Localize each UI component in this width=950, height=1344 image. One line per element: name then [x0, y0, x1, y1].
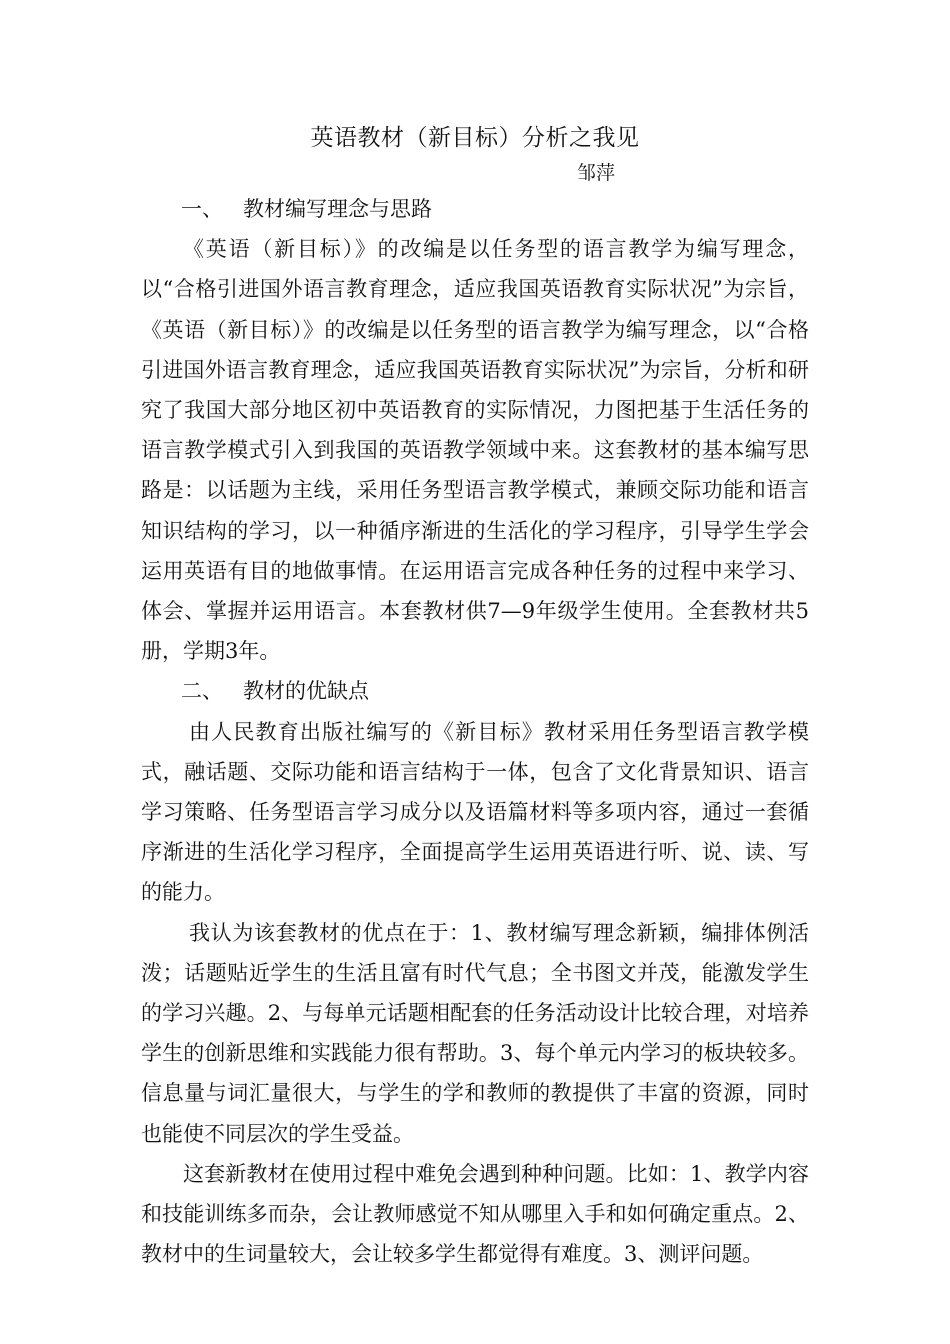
document-title: 英语教材（新目标）分析之我见 — [310, 125, 640, 151]
section-2-paragraph-1: 由人民教育出版社编写的《新目标》教材采用任务型语言教学模式，融话题、交际功能和语言结构于一体，包含了文化背景知识、语言学习策略、任务型语言学习成分以及语篇材料等多项内容，通过一套循序渐进的生活化学习程序，全面提高学生运用英语进行听、说、读、写的能力。 — [141, 719, 809, 905]
section-1-paragraph-1: 《英语（新目标）》的改编是以任务型的语言教学为编写理念，以“合格引进国外语言教育理念，适应我国英语教育实际状况”为宗旨，《英语（新目标）》的改编是以任务型的语言教学为编写理念，以“合格引进国外语言教育理念，适应我国英语教育实际状况”为宗旨，分析和研究了我国大部分地区初中英语教育的实际情况，力图把基于生活任务的语言教学模式引入到我国的英语教学领域中来。这套教材的基本编写思路是：以话题为主线，采用任务型语言教学模式，兼顾交际功能和语言知识结构的学习，以一种循序渐进的生活化的学习程序，引导学生学会运用英语有目的地做事情。在运用语言完成各种任务的过程中来学习、体会、掌握并运用语言。本套教材供7—9年级学生使用。全套教材共5册，学期3年。 — [141, 237, 809, 664]
document-author: 邹萍 — [577, 162, 616, 184]
section-2-paragraph-2: 我认为该套教材的优点在于：1、教材编写理念新颖，编排体例活泼；话题贴近学生的生活且富有时代气息；全书图文并茂，能激发学生的学习兴趣。2、与每单元话题相配套的任务活动设计比较合理，对培养学生的创新思维和实践能力很有帮助。3、每个单元内学习的板块较多。信息量与词汇量很大，与学生的学和教师的教提供了丰富的资源，同时也能使不同层次的学生受益。 — [141, 920, 809, 1146]
section-heading-2: 二、 教材的优缺点 — [181, 679, 370, 704]
document-body — [141, 189, 809, 1274]
section-heading-1: 一、 教材编写理念与思路 — [181, 197, 433, 221]
section-2-paragraph-3: 这套新教材在使用过程中难免会遇到种种问题。比如：1、教学内容和技能训练多而杂，会让教师感觉不知从哪里入手和如何确定重点。2、教材中的生词量较大，会让较多学生都觉得有难度。3、测评问题。 — [141, 1161, 809, 1267]
